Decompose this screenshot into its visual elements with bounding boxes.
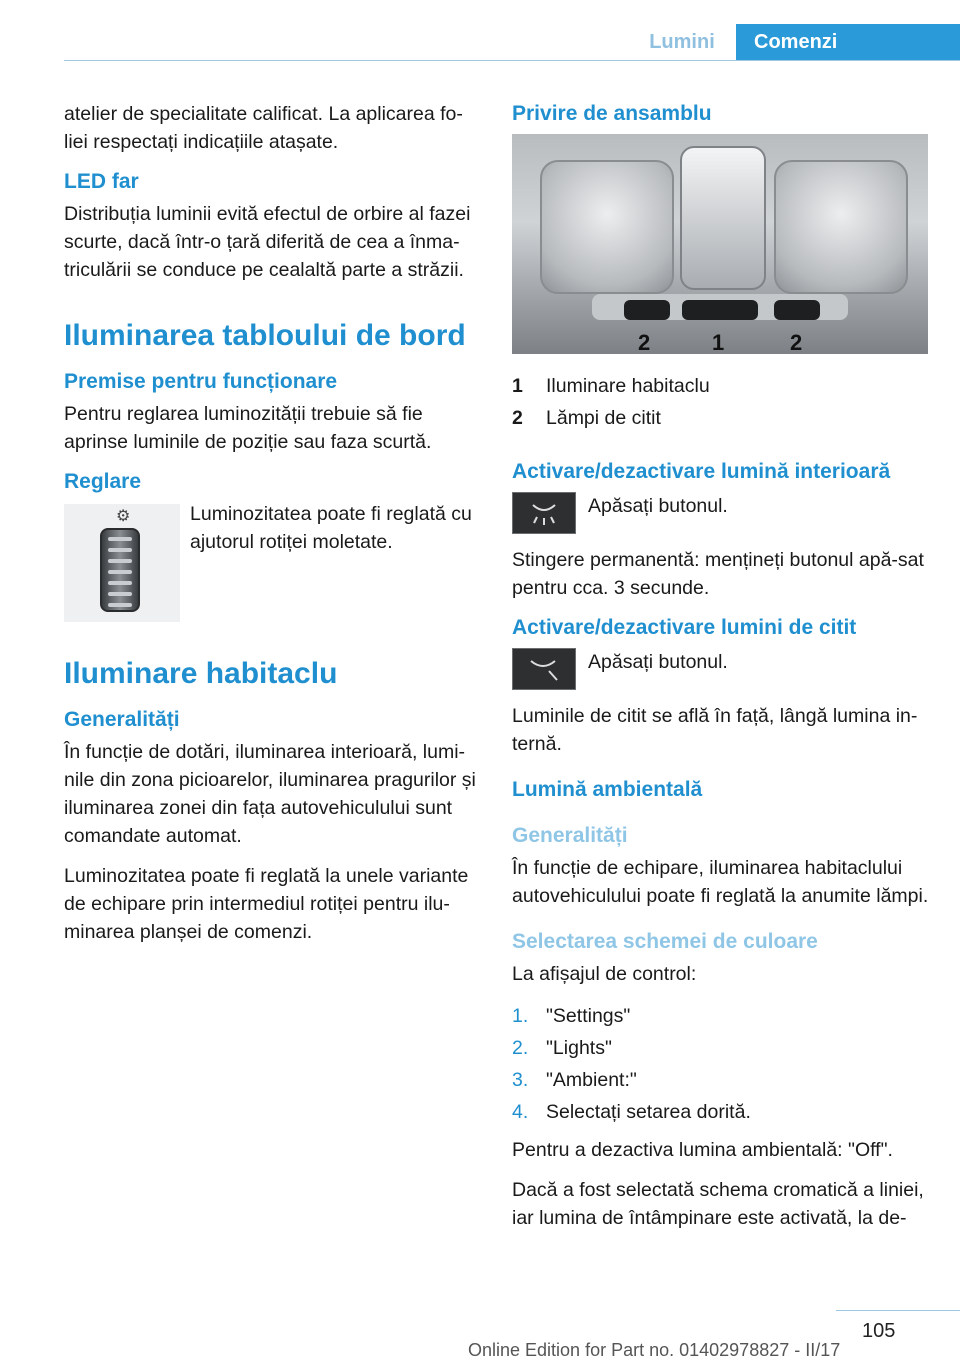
reading-light-icon	[512, 648, 576, 690]
activate-reading-heading: Activare/dezactivare lumini de citit	[512, 616, 857, 639]
ambient-general-paragraph: În funcție de echipare, iluminarea habitaclului autovehiculului poate fi reglată la anumite lămpi.	[512, 857, 929, 907]
ambient-general-heading: Generalități	[512, 824, 628, 847]
dashboard-heading: Iluminarea tabloului de bord	[64, 319, 466, 352]
page-number: 105	[862, 1320, 896, 1342]
photo-label-2-right: 2	[790, 330, 803, 354]
led-paragraph: Distribuția luminii evită efectul de orbire al fazei scurte, dacă într-o țară diferită de cea a înma-triculării se conduce pe cealaltă parte a străzii.	[64, 203, 471, 281]
edition-footer: Online Edition for Part no. 01402978827 - II/17	[468, 1340, 841, 1360]
center-housing-shape	[680, 146, 766, 290]
legend-number: 2	[512, 407, 523, 429]
color-scheme-heading: Selectarea schemei de culoare	[512, 930, 818, 953]
thumbwheel-icon	[100, 528, 140, 612]
list-item: 4. Selectați setarea dorită.	[512, 1101, 751, 1123]
steps-list	[512, 1000, 932, 1128]
list-item: 1. "Settings"	[512, 1005, 631, 1027]
list-item: 2. "Lights"	[512, 1037, 612, 1059]
interior-heading: Iluminare habitaclu	[64, 657, 338, 690]
press-button-text: Apăsați butonul.	[588, 651, 728, 673]
general-paragraph-2: Luminozitatea poate fi reglată la unele variante de echipare prin intermediul rotiței pentru ilu-minarea planșei de comenzi.	[64, 865, 469, 943]
reglare-paragraph: Luminozitatea poate fi reglată cu ajutorul rotiței moletate.	[190, 503, 472, 553]
header-rule	[64, 60, 960, 61]
tab-comenzi[interactable]: Comenzi	[736, 24, 960, 60]
activate-interior-heading: Activare/dezactivare lumină interioară	[512, 460, 891, 483]
overview-heading: Privire de ansamblu	[512, 102, 712, 125]
legend-text: Lămpi de citit	[546, 407, 661, 429]
photo-label-1: 1	[712, 330, 725, 354]
legend-item	[512, 402, 932, 434]
reading-light-button-left	[624, 300, 670, 320]
interior-light-icon	[512, 492, 576, 534]
right-column	[512, 100, 932, 1244]
legend-number: 1	[512, 375, 523, 397]
brightness-icon: ⚙	[116, 508, 131, 525]
left-lens-shape	[540, 160, 674, 294]
permanent-off-paragraph: Stingere permanentă: mențineți butonul apă-sat pentru cca. 3 secunde.	[512, 549, 924, 599]
intro-paragraph: atelier de specialitate calificat. La aplicarea fo-liei respectați indicațiile atașate.	[64, 103, 463, 153]
thumbwheel-image	[64, 504, 180, 622]
right-lens-shape	[774, 160, 908, 294]
legend-text: Iluminare habitaclu	[546, 375, 710, 397]
reading-light-button-right	[774, 300, 820, 320]
photo-label-2-left: 2	[638, 330, 651, 354]
last-paragraph: Dacă a fost selectată schema cromatică a liniei, iar lumina de întâmpinare este activată, la de-	[512, 1179, 924, 1229]
press-button-text: Apăsați butonul.	[588, 495, 728, 517]
reglare-heading: Reglare	[64, 470, 142, 493]
left-column	[64, 100, 482, 958]
general-heading: Generalități	[64, 708, 180, 731]
overhead-console-photo	[512, 134, 928, 354]
reading-paragraph: Luminile de citit se află în față, lângă lumina in-ternă.	[512, 705, 918, 755]
premise-heading: Premise pentru funcționare	[64, 370, 338, 393]
legend-item	[512, 370, 932, 402]
color-intro: La afișajul de control:	[512, 963, 697, 985]
off-paragraph: Pentru a dezactiva lumina ambientală: "Off".	[512, 1139, 893, 1161]
reading-button-row	[512, 648, 932, 690]
premise-paragraph: Pentru reglarea luminozității trebuie să fie aprinse luminile de poziție sau faza scurtă.	[64, 403, 432, 453]
list-item: 3. "Ambient:"	[512, 1069, 637, 1091]
ambient-heading: Lumină ambientală	[512, 778, 703, 801]
tab-lumini[interactable]: Lumini	[649, 31, 715, 53]
reglare-row	[64, 500, 482, 622]
interior-light-button	[682, 300, 758, 320]
interior-button-row	[512, 492, 932, 534]
footer-rule	[836, 1310, 960, 1311]
led-heading: LED far	[64, 170, 139, 193]
general-paragraph-1: În funcție de dotări, iluminarea interioară, lumi-nile din zona picioarelor, iluminarea pragurilor și iluminarea zonei din fața autovehiculului sunt comandate automat.	[64, 741, 476, 847]
